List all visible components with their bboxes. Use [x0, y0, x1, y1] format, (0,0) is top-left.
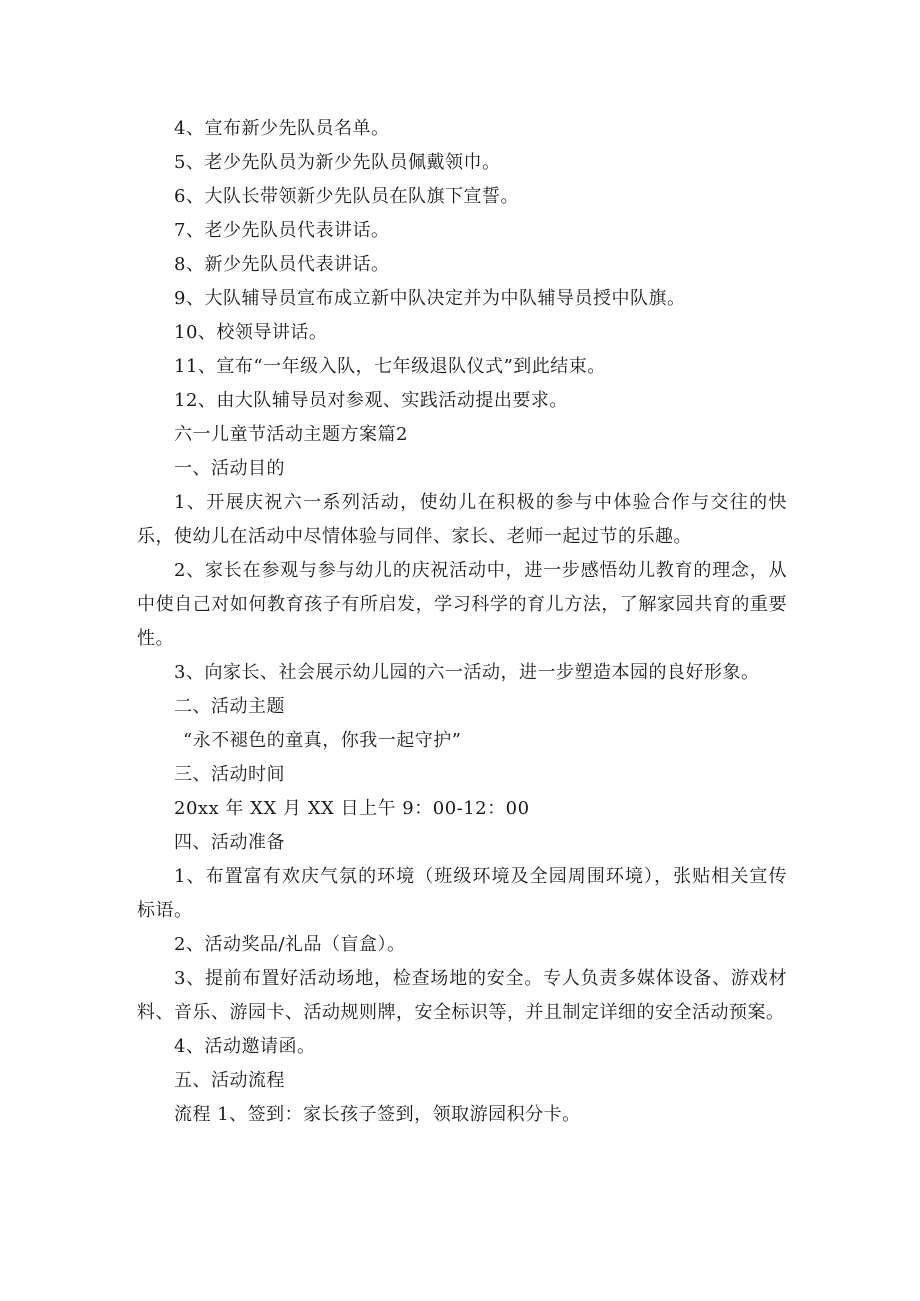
purpose-paragraph-1: 1、开展庆祝六一系列活动，使幼儿在积极的参与中体验合作与交往的快乐，使幼儿在活动中尽情体验与同伴、家长、老师一起过节的乐趣。: [137, 492, 787, 547]
heading-preparation: 四、活动准备: [174, 832, 285, 853]
list-item-4: 4、宣布新少先队员名单。: [174, 118, 390, 139]
purpose-paragraph-3: 3、向家长、社会展示幼儿园的六一活动，进一步塑造本园的良好形象。: [174, 662, 760, 683]
flow-item-1: 流程 1、签到：家长孩子签到，领取游园积分卡。: [174, 1104, 581, 1125]
list-item-6: 6、大队长带领新少先队员在队旗下宣誓。: [174, 186, 519, 207]
list-item-9: 9、大队辅导员宣布成立新中队决定并为中队辅导员授中队旗。: [174, 288, 686, 309]
list-item-12: 12、由大队辅导员对参观、实践活动提出要求。: [174, 390, 568, 411]
prep-item-4: 4、活动邀请函。: [174, 1036, 316, 1057]
heading-purpose: 一、活动目的: [174, 458, 285, 479]
prep-paragraph-3: 3、提前布置好活动场地，检查场地的安全。专人负责多媒体设备、游戏材料、音乐、游园卡、活动规则牌，安全标识等，并且制定详细的安全活动预案。: [137, 968, 787, 1023]
heading-time: 三、活动时间: [174, 764, 285, 785]
list-item-10: 10、校领导讲话。: [174, 322, 328, 343]
list-item-11: 11、宣布“一年级入队，七年级退队仪式”到此结束。: [174, 356, 606, 377]
document-body: [137, 112, 787, 1132]
theme-text: “永不褪色的童真，你我一起守护”: [183, 730, 462, 751]
heading-theme: 二、活动主题: [174, 696, 285, 717]
list-item-5: 5、老少先队员为新少先队员佩戴领巾。: [174, 152, 501, 173]
prep-paragraph-1: 1、布置富有欢庆气氛的环境（班级环境及全园周围环境），张贴相关宣传标语。: [137, 866, 787, 921]
prep-item-2: 2、活动奖品/礼品（盲盒）。: [174, 934, 406, 955]
list-item-7: 7、老少先队员代表讲话。: [174, 220, 390, 241]
section-title: 六一儿童节活动主题方案篇2: [174, 424, 408, 445]
list-item-8: 8、新少先队员代表讲话。: [174, 254, 390, 275]
heading-process: 五、活动流程: [174, 1070, 285, 1091]
purpose-paragraph-2: 2、家长在参观与参与幼儿的庆祝活动中，进一步感悟幼儿教育的理念，从中使自己对如何教育孩子有所启发，学习科学的育儿方法，了解家园共育的重要性。: [137, 560, 787, 649]
time-text: 20xx 年 XX 月 XX 日上午 9：00-12：00: [174, 798, 530, 819]
